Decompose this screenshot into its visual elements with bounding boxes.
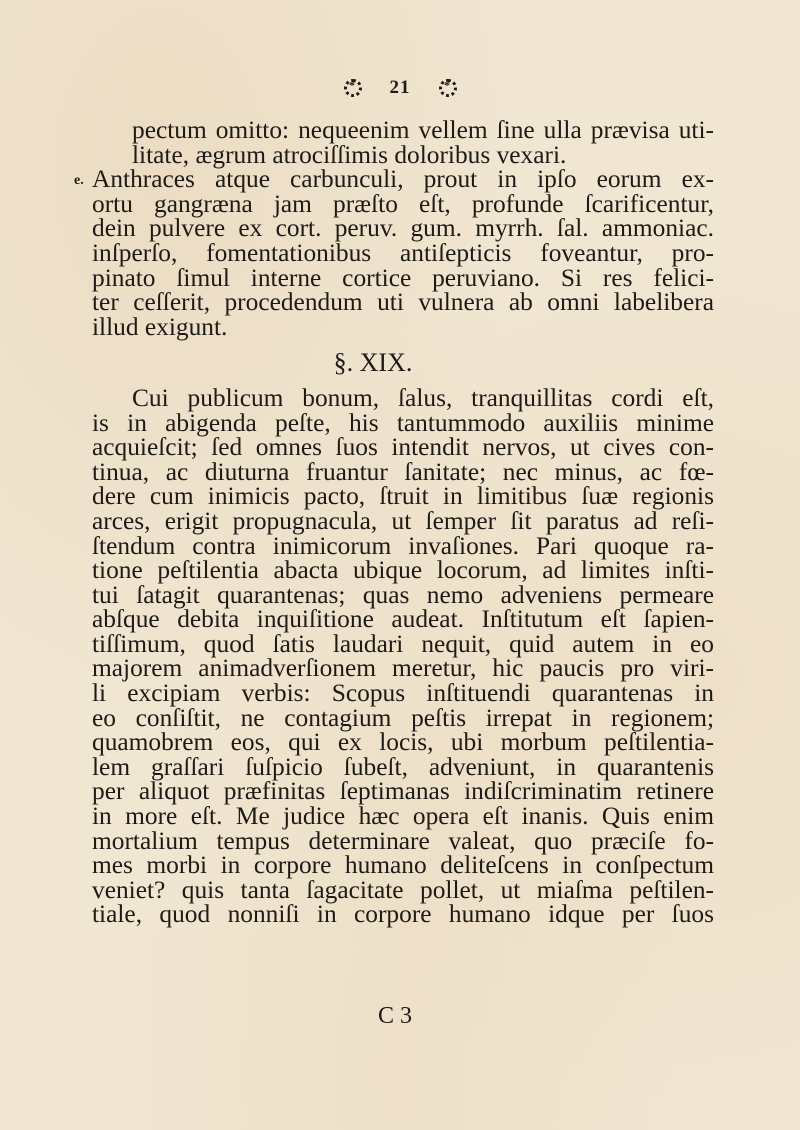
text-line: in more eſt. Me judice hæc opera eſt inanis. Quis enim bbox=[92, 802, 714, 831]
body-text bbox=[74, 116, 714, 929]
text-line: Anthraces atque carbunculi, prout in ipſo eorum ex- bbox=[92, 165, 714, 194]
text-line: ortu gangræna jam præſto eſt, profunde ſcarificentur, bbox=[92, 189, 714, 218]
text-line: eo conſiſtit, ne contagium peſtis irrepat in regionem; bbox=[92, 703, 714, 732]
page-header bbox=[0, 76, 800, 99]
text-line: is in abigenda peſte, his tantummodo auxiliis minime bbox=[92, 408, 714, 437]
paragraph-anthraces bbox=[74, 165, 714, 341]
text-line: mes morbi in corpore humano deliteſcens in conſpectum bbox=[92, 851, 714, 880]
text-line: lem graſſari ſuſpicio ſubeſt, adveniunt, in quarantenis bbox=[92, 752, 714, 781]
text-line: dere cum inimicis pacto, ſtruit in limitibus ſuæ regionis bbox=[92, 482, 714, 511]
text-line: tinua, ac diuturna fruantur ſanitate; nec minus, ac fœ- bbox=[92, 457, 714, 486]
text-line: tione peſtilentia abacta ubique locorum, ad limites inſti- bbox=[92, 556, 714, 585]
text-line: ter ceſſerit, procedendum uti vulnera ab omni labelibera bbox=[92, 288, 714, 317]
text-line: veniet? quis tanta ſagacitate pollet, ut miaſma peſtilen- bbox=[92, 875, 714, 904]
text-line: acquieſcit; ſed omnes ſuos intendit nervos, ut cives con- bbox=[92, 433, 714, 462]
text-line: pectum omitto: nequeenim vellem ſine ulla prævisa uti- bbox=[132, 116, 714, 144]
text-line: litate, ægrum atrociſſimis doloribus vexari. bbox=[132, 140, 567, 169]
text-line: arces, erigit propugnacula, ut ſemper ſit paratus ad reſi- bbox=[92, 506, 714, 535]
section-heading: §. XIX. bbox=[333, 348, 413, 378]
text-line: mortalium tempus determinare valeat, quo præciſe fo- bbox=[92, 826, 714, 855]
text-line: tiſſimum, quod ſatis laudari nequit, quid autem in eo bbox=[92, 629, 714, 658]
paragraph-section-xix bbox=[92, 383, 714, 929]
text-line: dein pulvere ex cort. peruv. gum. myrrh. ſal. ammoniac. bbox=[92, 214, 714, 243]
text-line: li excipiam verbis: Scopus inſtituendi quarantenas in bbox=[92, 679, 714, 708]
text-line: abſque debita inquiſitione audeat. Inſtitutum eſt ſapien- bbox=[92, 605, 714, 634]
text-line: quamobrem eos, qui ex locis, ubi morbum peſtilentia- bbox=[92, 728, 714, 757]
text-line: illud exigunt. bbox=[92, 312, 228, 341]
text-line: tiale, quod nonniſi in corpore humano idque per ſuos bbox=[92, 900, 714, 929]
page-number: 21 bbox=[389, 77, 411, 99]
text-line: tui ſatagit quarantenas; quas nemo adveniens permeare bbox=[92, 580, 714, 609]
text-line: inſperſo, fomentationibus antiſepticis foveantur, pro- bbox=[92, 238, 714, 267]
text-line: pinato ſimul interne cortice peruviano. Si res felici- bbox=[92, 263, 714, 292]
text-line: Cui publicum bonum, ſalus, tranquillitas cordi eſt, bbox=[132, 383, 714, 412]
text-line: per aliquot præfinitas ſeptimanas indiſcriminatim retinere bbox=[92, 777, 714, 806]
text-line: ſtendum contra inimicorum invaſiones. Pari quoque ra- bbox=[92, 531, 714, 560]
ornament-rosette-icon bbox=[344, 79, 362, 97]
signature-mark: C 3 bbox=[377, 1003, 412, 1029]
paragraph-continuation bbox=[92, 118, 714, 167]
margin-marker: e. bbox=[74, 173, 84, 189]
text-line: majorem animadverſionem meretur, hic paucis pro viri- bbox=[92, 654, 714, 683]
ornament-rosette-icon bbox=[439, 79, 457, 97]
